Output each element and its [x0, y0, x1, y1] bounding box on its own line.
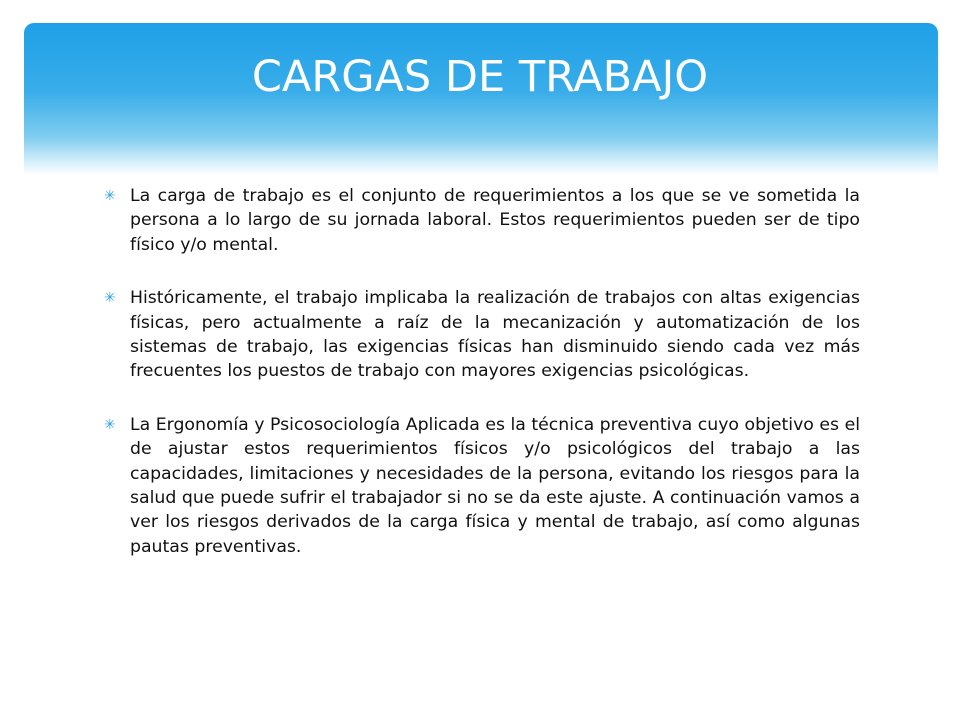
slide-title: CARGAS DE TRABAJO: [251, 52, 709, 102]
asterisk-bullet-icon: ✳: [104, 416, 116, 433]
bullet-text-2: Históricamente, el trabajo implicaba la realización de trabajos con altas exigencias físicas, pero actualmente a raíz de la mecanización y automatización de los sistemas de trabajo, las exigencias físicas han disminuido siendo cada vez más frecuentes los puestos de trabajo con mayores exigencias psicológicas.: [130, 288, 860, 382]
bullet-item-3: [104, 413, 860, 559]
bullet-item-1: [104, 184, 860, 257]
bullet-list: [104, 184, 860, 588]
asterisk-bullet-icon: ✳: [104, 290, 116, 307]
bullet-text-1: La carga de trabajo es el conjunto de requerimientos a los que se ve sometida la persona a lo largo de su jornada laboral. Estos requerimientos pueden ser de tipo físico y/o mental.: [130, 186, 860, 255]
asterisk-bullet-icon: ✳: [104, 188, 116, 204]
bullet-item-2: [104, 286, 860, 384]
bullet-text-3: La Ergonomía y Psicosociología Aplicada es la técnica preventiva cuyo objetivo es el de ajustar estos requerimientos físicos y/o psicológicos del trabajo a las capacidades, limitaciones y necesidades de la persona, evitando los riesgos para la salud que puede sufrir el trabajador si no se da este ajuste. A continuación vamos a ver los riesgos derivados de la carga física y mental de trabajo, así como algunas pautas preventivas.: [130, 414, 860, 557]
